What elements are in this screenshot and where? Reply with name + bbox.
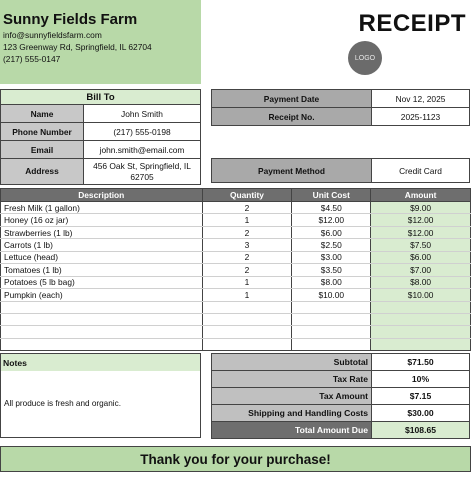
subtotal-label: Subtotal [212, 354, 372, 371]
item-unit-cost: $12.00 [292, 214, 371, 226]
item-amount [371, 338, 471, 350]
payment-method-value: Credit Card [372, 159, 470, 183]
item-description [1, 338, 203, 350]
item-unit-cost: $4.50 [292, 202, 371, 214]
logo-placeholder: LOGO [348, 41, 382, 75]
item-amount [371, 301, 471, 313]
item-unit-cost: $6.00 [292, 226, 371, 238]
col-header-unit-cost: Unit Cost [292, 189, 371, 202]
bill-to-address-label: Address [1, 159, 84, 185]
table-row [1, 202, 471, 214]
address-line-1: 456 Oak St, Springfield, IL [93, 160, 191, 171]
item-description [1, 301, 203, 313]
company-phone: (217) 555-0147 [3, 54, 61, 64]
item-amount: $7.00 [371, 264, 471, 276]
item-amount: $8.00 [371, 276, 471, 288]
payment-date-value: Nov 12, 2025 [372, 90, 470, 108]
item-unit-cost: $8.00 [292, 276, 371, 288]
notes-text: All produce is fresh and organic. [4, 399, 121, 408]
payment-method-table [211, 158, 470, 183]
company-email: info@sunnyfieldsfarm.com [3, 30, 102, 40]
item-description: Tomatoes (1 lb) [1, 264, 203, 276]
bill-to-name-value: John Smith [84, 105, 201, 123]
item-unit-cost [292, 301, 371, 313]
col-header-quantity: Quantity [202, 189, 292, 202]
bill-to-email-value: john.smith@email.com [84, 141, 201, 159]
item-unit-cost [292, 326, 371, 338]
bill-to-table [0, 89, 201, 185]
item-quantity: 1 [202, 276, 292, 288]
table-row [1, 276, 471, 288]
item-quantity [202, 301, 292, 313]
table-row [1, 313, 471, 325]
shipping-value: $30.00 [372, 405, 470, 422]
table-row [1, 239, 471, 251]
table-row [1, 289, 471, 301]
totals-table [211, 353, 470, 439]
table-row [1, 301, 471, 313]
item-amount: $7.50 [371, 239, 471, 251]
item-amount: $10.00 [371, 289, 471, 301]
tax-amount-value: $7.15 [372, 388, 470, 405]
table-row [1, 338, 471, 350]
item-description: Carrots (1 lb) [1, 239, 203, 251]
item-quantity: 1 [202, 289, 292, 301]
item-amount [371, 326, 471, 338]
company-name: Sunny Fields Farm [3, 11, 138, 28]
item-quantity: 2 [202, 251, 292, 263]
tax-rate-label: Tax Rate [212, 371, 372, 388]
item-description: Lettuce (head) [1, 251, 203, 263]
item-unit-cost: $10.00 [292, 289, 371, 301]
item-amount: $12.00 [371, 214, 471, 226]
bill-to-phone-label: Phone Number [1, 123, 84, 141]
shipping-label: Shipping and Handling Costs [212, 405, 372, 422]
item-quantity: 2 [202, 226, 292, 238]
bill-to-phone-value: (217) 555-0198 [84, 123, 201, 141]
item-description: Fresh Milk (1 gallon) [1, 202, 203, 214]
table-row [1, 251, 471, 263]
receipt-title: RECEIPT [358, 10, 466, 37]
table-row [1, 326, 471, 338]
table-row [1, 264, 471, 276]
item-amount: $6.00 [371, 251, 471, 263]
item-unit-cost: $3.50 [292, 264, 371, 276]
item-unit-cost [292, 338, 371, 350]
address-line-2: 62705 [130, 171, 154, 182]
items-table [0, 188, 471, 351]
bill-to-name-label: Name [1, 105, 84, 123]
item-quantity: 1 [202, 214, 292, 226]
item-quantity [202, 326, 292, 338]
notes-box [0, 353, 201, 438]
total-due-label: Total Amount Due [212, 422, 372, 439]
item-amount [371, 313, 471, 325]
col-header-amount: Amount [371, 189, 471, 202]
item-description [1, 326, 203, 338]
item-description [1, 313, 203, 325]
payment-info-table [211, 89, 470, 126]
item-description: Pumpkin (each) [1, 289, 203, 301]
item-quantity: 2 [202, 202, 292, 214]
subtotal-value: $71.50 [372, 354, 470, 371]
item-description: Potatoes (5 lb bag) [1, 276, 203, 288]
item-unit-cost: $3.00 [292, 251, 371, 263]
item-quantity [202, 338, 292, 350]
item-amount: $12.00 [371, 226, 471, 238]
bill-to-address-value [84, 159, 201, 185]
table-row [1, 214, 471, 226]
notes-header: Notes [1, 354, 200, 371]
payment-date-label: Payment Date [212, 90, 372, 108]
company-info-block [0, 0, 201, 84]
item-amount: $9.00 [371, 202, 471, 214]
receipt-number-value: 2025-1123 [372, 108, 470, 126]
item-quantity: 3 [202, 239, 292, 251]
tax-amount-label: Tax Amount [212, 388, 372, 405]
payment-method-label: Payment Method [212, 159, 372, 183]
item-quantity [202, 313, 292, 325]
item-unit-cost: $2.50 [292, 239, 371, 251]
item-unit-cost [292, 313, 371, 325]
receipt-number-label: Receipt No. [212, 108, 372, 126]
item-description: Strawberries (1 lb) [1, 226, 203, 238]
bill-to-header: Bill To [1, 90, 201, 105]
table-row [1, 226, 471, 238]
item-description: Honey (16 oz jar) [1, 214, 203, 226]
total-due-value: $108.65 [372, 422, 470, 439]
company-address: 123 Greenway Rd, Springfield, IL 62704 [3, 42, 152, 52]
bill-to-email-label: Email [1, 141, 84, 159]
thank-you-footer: Thank you for your purchase! [0, 446, 471, 472]
item-quantity: 2 [202, 264, 292, 276]
col-header-description: Description [1, 189, 203, 202]
tax-rate-value: 10% [372, 371, 470, 388]
